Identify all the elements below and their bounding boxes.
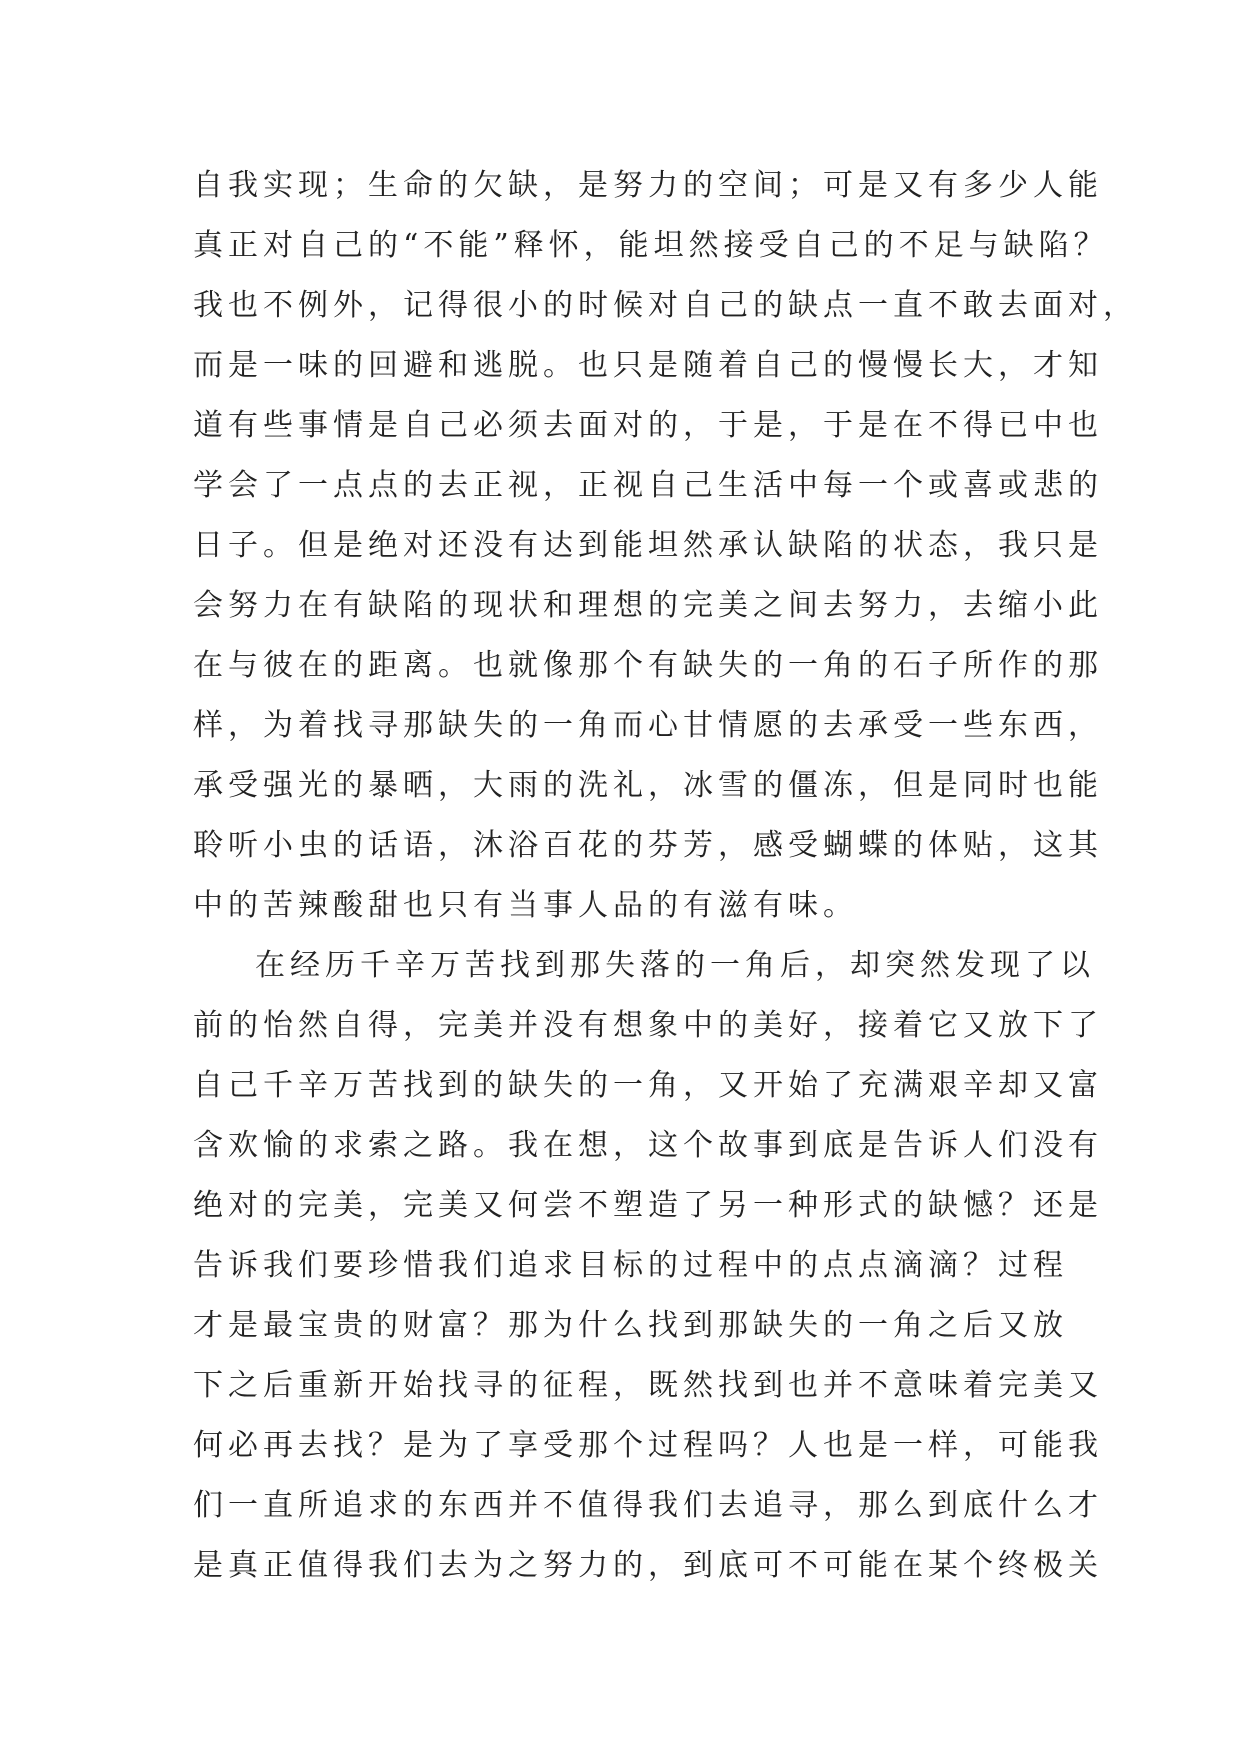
paragraph-start-line: 在经历千辛万苦找到那失落的一角后，却突然发现了以: [255, 948, 1095, 983]
text-line: 会努力在有缺陷的现状和理想的完美之间去努力，去缩小此: [193, 588, 1103, 623]
body-text: [193, 156, 1138, 1596]
text-line: 们一直所追求的东西并不值得我们去追寻，那么到底什么才: [193, 1488, 1103, 1523]
text-line: 中的苦辣酸甜也只有当事人品的有滋有味。: [193, 888, 858, 923]
text-line: 自己千辛万苦找到的缺失的一角，又开始了充满艰辛却又富: [193, 1068, 1103, 1103]
text-line: 我也不例外，记得很小的时候对自己的缺点一直不敢去面对，: [193, 288, 1138, 323]
text-line: 含欢愉的求索之路。我在想，这个故事到底是告诉人们没有: [193, 1128, 1103, 1163]
text-line: 下之后重新开始找寻的征程，既然找到也并不意味着完美又: [193, 1368, 1103, 1403]
text-line: 而是一味的回避和逃脱。也只是随着自己的慢慢长大，才知: [193, 348, 1103, 383]
text-line: 告诉我们要珍惜我们追求目标的过程中的点点滴滴？过程: [193, 1248, 1068, 1283]
text-line: 才是最宝贵的财富？那为什么找到那缺失的一角之后又放: [193, 1308, 1068, 1343]
text-line: 真正对自己的“不能”释怀，能坦然接受自己的不足与缺陷？: [193, 228, 1109, 263]
text-line: 是真正值得我们去为之努力的，到底可不可能在某个终极关: [193, 1548, 1103, 1583]
text-line: 样，为着找寻那缺失的一角而心甘情愿的去承受一些东西，: [193, 708, 1103, 743]
text-line: 自我实现；生命的欠缺，是努力的空间；可是又有多少人能: [193, 168, 1103, 203]
text-line: 日子。但是绝对还没有达到能坦然承认缺陷的状态，我只是: [193, 528, 1103, 563]
text-line: 道有些事情是自己必须去面对的，于是，于是在不得已中也: [193, 408, 1103, 443]
text-line: 承受强光的暴晒，大雨的洗礼，冰雪的僵冻，但是同时也能: [193, 768, 1103, 803]
text-line: 聆听小虫的话语，沐浴百花的芬芳，感受蝴蝶的体贴，这其: [193, 828, 1103, 863]
text-line: 在与彼在的距离。也就像那个有缺失的一角的石子所作的那: [193, 648, 1103, 683]
text-line: 绝对的完美，完美又何尝不塑造了另一种形式的缺憾？还是: [193, 1188, 1103, 1223]
text-line: 何必再去找？是为了享受那个过程吗？人也是一样，可能我: [193, 1428, 1103, 1463]
text-line: 前的怡然自得，完美并没有想象中的美好，接着它又放下了: [193, 1008, 1103, 1043]
text-line: 学会了一点点的去正视，正视自己生活中每一个或喜或悲的: [193, 468, 1103, 503]
